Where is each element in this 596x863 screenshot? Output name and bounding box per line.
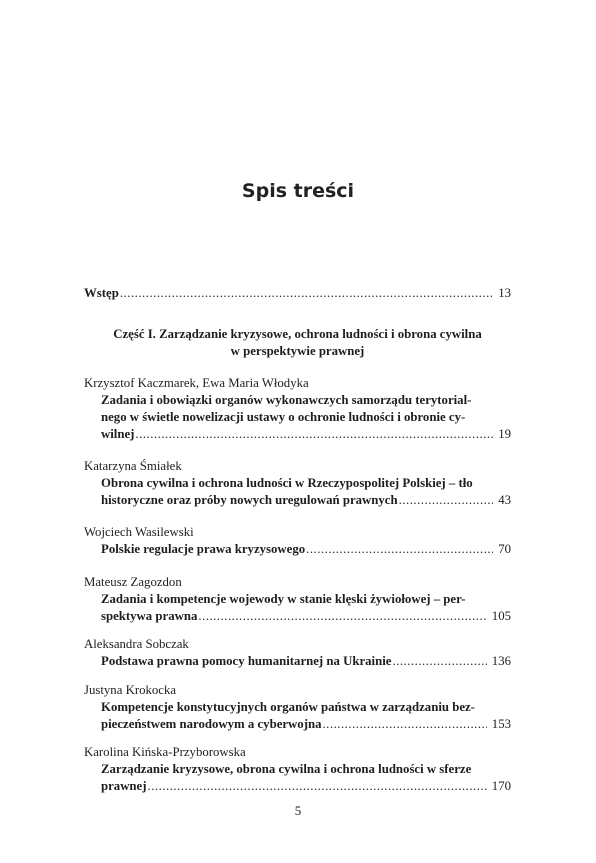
toc-entry-intro[interactable] — [84, 285, 511, 302]
toc-entry[interactable] — [84, 375, 511, 443]
part-heading-line: w perspektywie prawnej — [230, 344, 365, 358]
entry-author: Karolina Kińska-Przyborowska — [84, 745, 246, 759]
toc-line — [101, 541, 511, 558]
entry-title-line: Podstawa prawna pomocy humanitarnej na Ukrainie — [101, 654, 392, 668]
entry-title-line: nego w świetle nowelizacji ustawy o ochronie ludności i obronie cy- — [101, 410, 466, 424]
dot-leader — [135, 426, 493, 443]
dot-leader — [148, 778, 487, 795]
entry-title-line: wilnej — [101, 427, 135, 441]
toc-line — [101, 492, 511, 509]
entry-title-line: prawnej — [101, 779, 147, 793]
toc-line — [101, 716, 511, 733]
entry-author: Krzysztof Kaczmarek, Ewa Maria Włodyka — [84, 376, 309, 390]
dot-leader — [399, 492, 494, 509]
toc-entry[interactable] — [84, 524, 511, 558]
entry-author: Mateusz Zagozdon — [84, 575, 182, 589]
toc-entry[interactable] — [84, 682, 511, 733]
page-number: 105 — [491, 609, 511, 623]
toc-entry-title: Wstęp — [84, 286, 119, 300]
entry-author: Aleksandra Sobczak — [84, 637, 189, 651]
entry-title-line: Zadania i kompetencje wojewody w stanie klęski żywiołowej – per- — [101, 592, 466, 606]
entry-author: Justyna Krokocka — [84, 683, 177, 697]
toc-entry[interactable] — [84, 458, 511, 509]
toc-line — [101, 426, 511, 443]
page-number: 70 — [498, 542, 511, 556]
entry-title-line: Kompetencje konstytucyjnych organów państwa w zarządzaniu bez- — [101, 700, 475, 714]
toc-entry[interactable] — [84, 636, 511, 670]
entry-title-line: Zarządzanie kryzysowe, obrona cywilna i ochrona ludności w sferze — [101, 762, 472, 776]
toc-entry[interactable] — [84, 744, 511, 795]
entry-author: Wojciech Wasilewski — [84, 525, 194, 539]
entry-title-line: Obrona cywilna i ochrona ludności w Rzeczypospolitej Polskiej – tło — [101, 476, 473, 490]
entry-title-line: Zadania i obowiązki organów wykonawczych samorządu terytorial- — [101, 393, 472, 407]
entry-title-line: pieczeństwem narodowym a cyberwojna — [101, 717, 322, 731]
entry-title-line: spektywa prawna — [101, 609, 198, 623]
page-title: Spis treści — [241, 180, 355, 202]
toc-entry[interactable] — [84, 574, 511, 625]
dot-leader — [198, 608, 486, 625]
dot-leader — [306, 541, 493, 558]
toc-line — [101, 653, 511, 670]
toc-line — [101, 608, 511, 625]
page-number: 19 — [498, 427, 511, 441]
part-heading — [84, 326, 511, 360]
page-number: 153 — [491, 717, 511, 731]
toc-line — [101, 778, 511, 795]
entry-author: Katarzyna Śmiałek — [84, 459, 182, 473]
dot-leader — [322, 716, 486, 733]
page-number: 170 — [491, 779, 511, 793]
part-heading-line: Część I. Zarządzanie kryzysowe, ochrona ludności i obrona cywilna — [113, 327, 482, 341]
toc-line — [84, 285, 511, 302]
page-number: 43 — [498, 493, 511, 507]
dot-leader — [120, 285, 493, 302]
page-number: 136 — [491, 654, 511, 668]
entry-title-line: Polskie regulacje prawa kryzysowego — [101, 542, 306, 556]
page-folio: 5 — [294, 803, 302, 818]
entry-title-line: historyczne oraz próby nowych uregulowań prawnych — [101, 493, 398, 507]
dot-leader — [392, 653, 486, 670]
page-number: 13 — [498, 286, 511, 300]
